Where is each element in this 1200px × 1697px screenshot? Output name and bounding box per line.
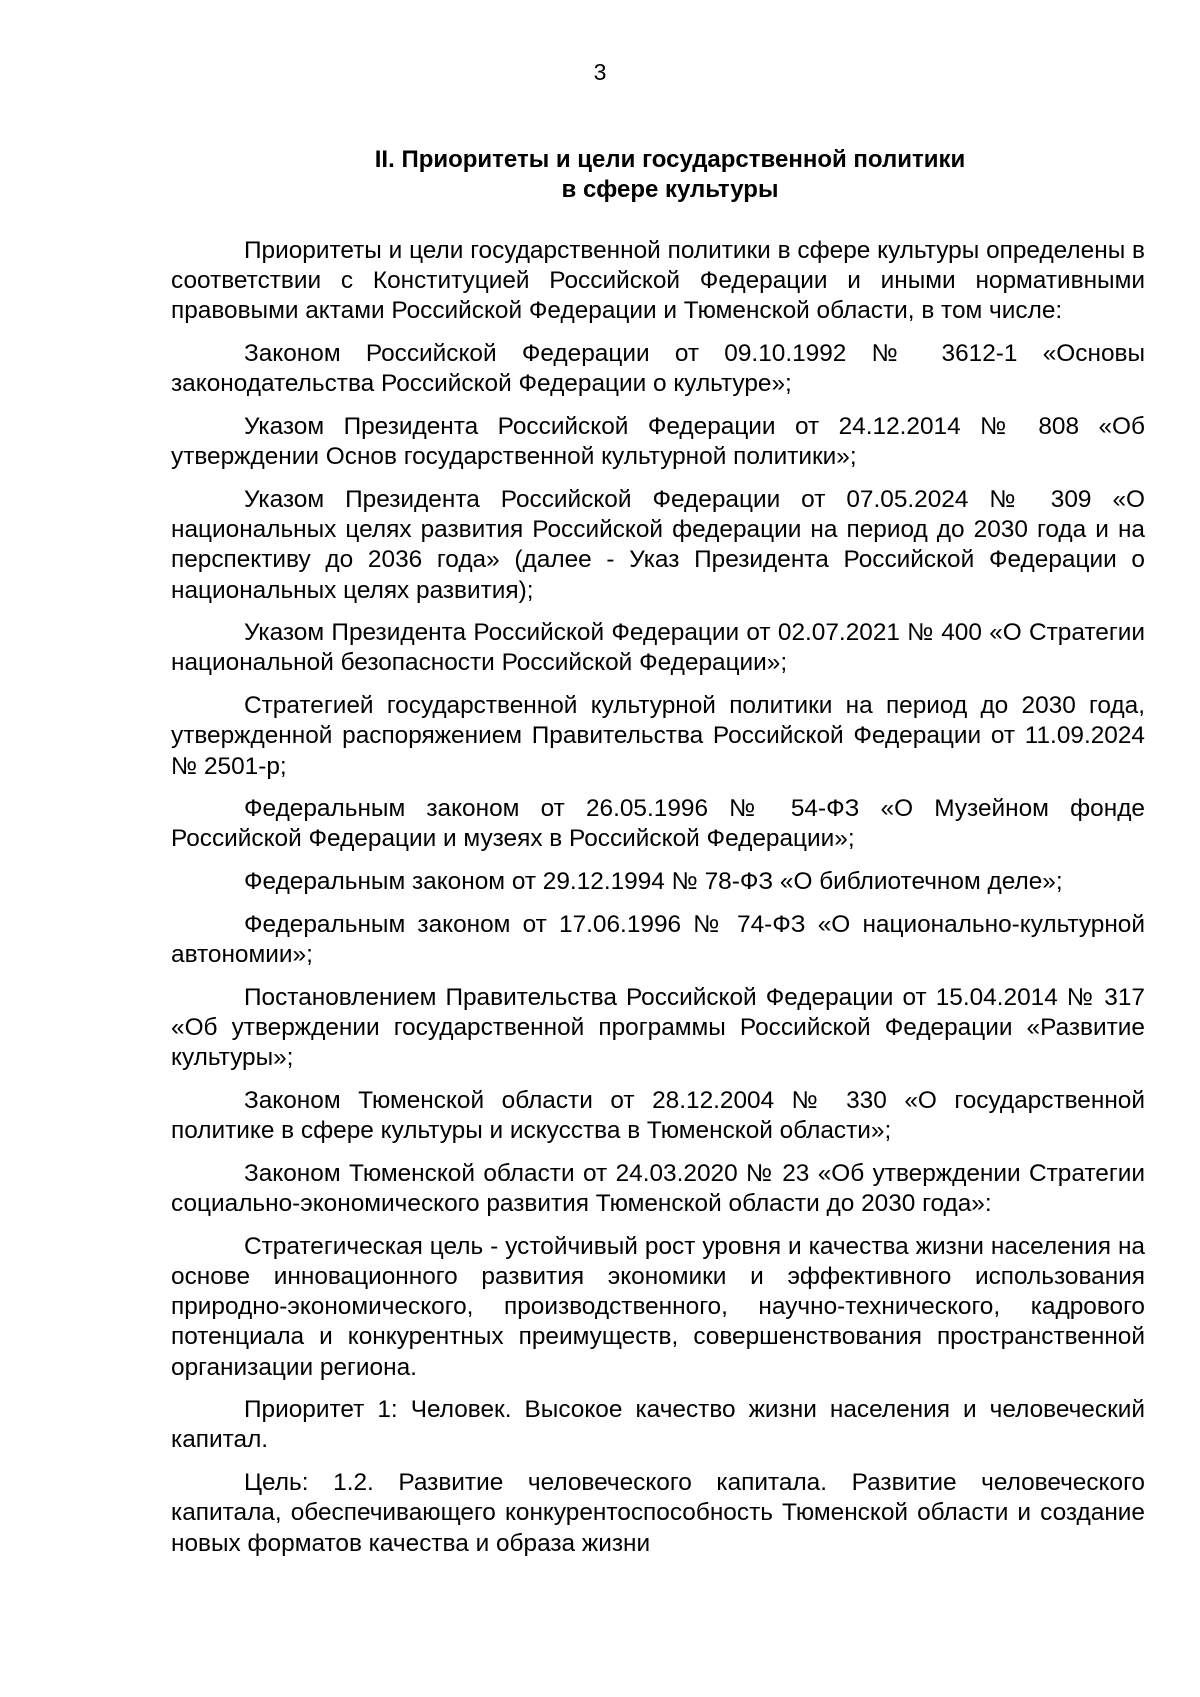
document-body [171,236,1145,1571]
paragraph-priority-1: Приоритет 1: Человек. Высокое качество жизни населения и человеческий капитал. [171,1396,1145,1454]
paragraph-law-74-fz: Федеральным законом от 17.06.1996 № 74-ФЗ «О национально-культурной автономии»; [171,910,1145,969]
paragraph-resolution-317: Постановлением Правительства Российской Федерации от 15.04.2014 № 317 «Об утверждении государственной программы Российской Федерации «Развитие культуры»; [171,983,1145,1072]
paragraph-decree-400: Указом Президента Российской Федерации от 02.07.2021 № 400 «О Стратегии национальной безопасности Российской Федерации»; [171,619,1145,677]
section-heading-line-2: в сфере культуры [561,176,779,203]
paragraph-intro: Приоритеты и цели государственной политики в сфере культуры определены в соответствии с Конституцией Российской Федерации и иными нормативными правовыми актами Российской Федерации и Тюменской области, в том числе: [171,237,1145,325]
paragraph-decree-808: Указом Президента Российской Федерации от 24.12.2014 № 808 «Об утверждении Основ государственной культурной политики»; [171,413,1145,471]
paragraph-law-54-fz: Федеральным законом от 26.05.1996 № 54-ФЗ «О Музейном фонде Российской Федерации и музеях в Российской Федерации»; [171,795,1145,853]
paragraph-law-78-fz: Федеральным законом от 29.12.1994 № 78-ФЗ «О библиотечном деле»; [244,868,1063,896]
paragraph-tyumen-law-23: Законом Тюменской области от 24.03.2020 № 23 «Об утверждении Стратегии социально-экономического развития Тюменской области до 2030 года»: [171,1159,1145,1217]
section-heading [170,145,1170,205]
paragraph-goal-1-2: Цель: 1.2. Развитие человеческого капитала. Развитие человеческого капитала, обеспечивающего конкурентоспособность Тюменской области и создание новых форматов качества и образа жизни [171,1469,1145,1557]
paragraph-decree-309: Указом Президента Российской Федерации от 07.05.2024 № 309 «О национальных целях развития Российской федерации на период до 2030 года и на перспективу до 2036 года» (далее - Указ Президента Российской Федерации о национальных целях развития); [171,485,1145,604]
paragraph-tyumen-law-330: Законом Тюменской области от 28.12.2004 № 330 «О государственной политике в сфере культуры и искусства в Тюменской области»; [171,1086,1145,1145]
page-number: 3 [593,59,607,85]
section-heading-line-1: II. Приоритеты и цели государственной политики [374,146,966,173]
paragraph-strategy-culture-policy: Стратегией государственной культурной политики на период до 2030 года, утвержденной распоряжением Правительства Российской Федерации от 11.09.2024 № 2501-р; [171,692,1145,780]
paragraph-strategic-goal: Стратегическая цель - устойчивый рост уровня и качества жизни населения на основе инновационного развития экономики и эффективного использования природно-экономического, производственного, научно-технического, кадрового потенциала и конкурентных преимуществ, совершенствования пространственной организации региона. [171,1232,1145,1381]
paragraph-law-rf-culture: Законом Российской Федерации от 09.10.1992 № 3612-1 «Основы законодательства Российской Федерации о культуре»; [171,340,1145,398]
